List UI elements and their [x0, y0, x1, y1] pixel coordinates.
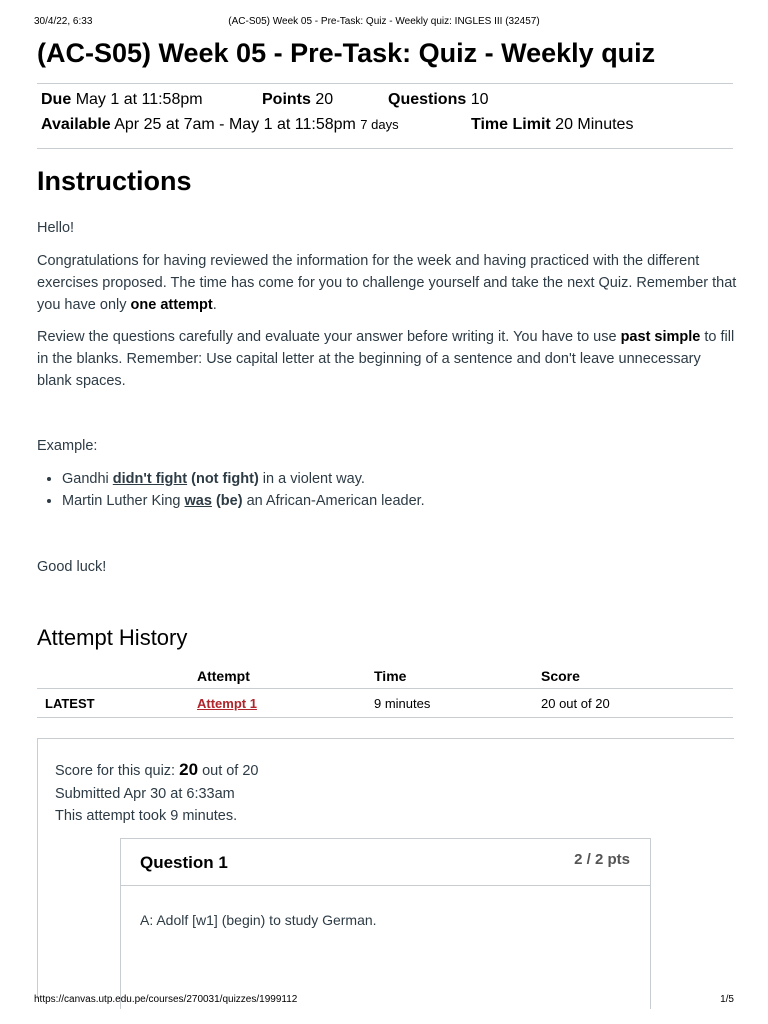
question-points: 2 / 2 pts [574, 851, 630, 868]
points-value: 20 [315, 91, 334, 108]
example-answer: didn't fight [112, 471, 188, 487]
example-item [62, 490, 425, 512]
para1-end: . [212, 297, 217, 313]
questions-info [388, 91, 488, 109]
available-label: Available [41, 116, 111, 133]
score-label: Score for this quiz: [55, 763, 176, 779]
attempt-cell [189, 689, 366, 718]
example-hint: (not fight) [187, 471, 259, 487]
submitted-text: Submitted Apr 30 at 6:33am [55, 785, 235, 802]
available-value: Apr 25 at 7am - May 1 at 11:58pm [114, 116, 356, 133]
score-value: 20 [179, 760, 199, 779]
column-header-attempt: Attempt [189, 664, 366, 689]
attempt-history-heading: Attempt History [37, 625, 188, 650]
one-attempt-emphasis: one attempt [130, 297, 213, 313]
column-header-time: Time [366, 664, 533, 689]
quiz-result-panel [37, 738, 734, 999]
table-row [37, 689, 733, 718]
print-title: (AC-S05) Week 05 - Pre-Task: Quiz - Weekly quiz: INGLES III (32457) [228, 16, 540, 27]
greeting: Hello! [37, 220, 75, 236]
time-limit-info [471, 116, 633, 134]
time-limit-value: 20 Minutes [555, 116, 634, 133]
score-cell: 20 out of 20 [533, 689, 733, 718]
instructions-heading: Instructions [37, 166, 192, 196]
example-label: Example: [37, 438, 98, 454]
points-info [262, 91, 333, 109]
due-info [41, 91, 203, 109]
page-title: (AC-S05) Week 05 - Pre-Task: Quiz - Weekly quiz [37, 38, 656, 68]
column-header [37, 664, 189, 689]
questions-label: Questions [388, 91, 467, 108]
attempt-duration-text: This attempt took 9 minutes. [55, 808, 238, 824]
example-text: Martin Luther King [62, 493, 185, 509]
print-datetime: 30/4/22, 6:33 [34, 16, 93, 27]
available-info [41, 116, 399, 134]
questions-value: 10 [470, 91, 489, 108]
instructions-paragraph-2 [37, 326, 737, 392]
points-label: Points [262, 91, 311, 108]
example-hint: (be) [211, 493, 243, 509]
example-text-end: in a violent way. [258, 471, 365, 487]
attempt-history-table [37, 664, 733, 718]
print-url: https://canvas.utp.edu.pe/courses/270031/quizzes/1999112 [34, 994, 298, 1005]
quiz-meta [37, 83, 733, 149]
table-header-row [37, 664, 733, 689]
instructions-paragraph-1 [37, 250, 737, 316]
score-line [55, 759, 259, 783]
score-suffix: out of 20 [202, 763, 259, 779]
question-header [121, 839, 650, 886]
example-item [62, 468, 425, 490]
question-title: Question 1 [140, 853, 228, 872]
past-simple-emphasis: past simple [620, 329, 701, 345]
due-label: Due [41, 91, 72, 108]
time-cell: 9 minutes [366, 689, 533, 718]
latest-label: LATEST [37, 689, 189, 718]
question-card [120, 838, 651, 1009]
closing-text: Good luck! [37, 559, 107, 575]
score-summary [55, 759, 259, 828]
example-text-end: an African-American leader. [242, 493, 425, 509]
column-header-score: Score [533, 664, 733, 689]
page-number: 1/5 [720, 994, 734, 1005]
para2-text: Review the questions carefully and evaluate your answer before writing it. You have to use [37, 329, 621, 345]
due-value: May 1 at 11:58pm [75, 91, 203, 108]
question-text: A: Adolf [w1] (begin) to study German. [140, 912, 377, 928]
example-text: Gandhi [62, 471, 113, 487]
example-answer: was [184, 493, 212, 509]
example-list [37, 468, 425, 512]
para2-end: to fill in the blanks. Remember: Use capital letter at the beginning of a sentence and don't leave unnecessary blank spaces. [37, 329, 735, 389]
para1-text: Congratulations for having reviewed the information for the week and having practiced with the different exercises proposed. The time has come for you to challenge yourself and take the next Quiz. Remember that you have only [37, 253, 737, 313]
available-duration: 7 days [360, 117, 399, 132]
time-limit-label: Time Limit [471, 116, 551, 133]
attempt-1-link[interactable]: Attempt 1 [197, 695, 257, 711]
